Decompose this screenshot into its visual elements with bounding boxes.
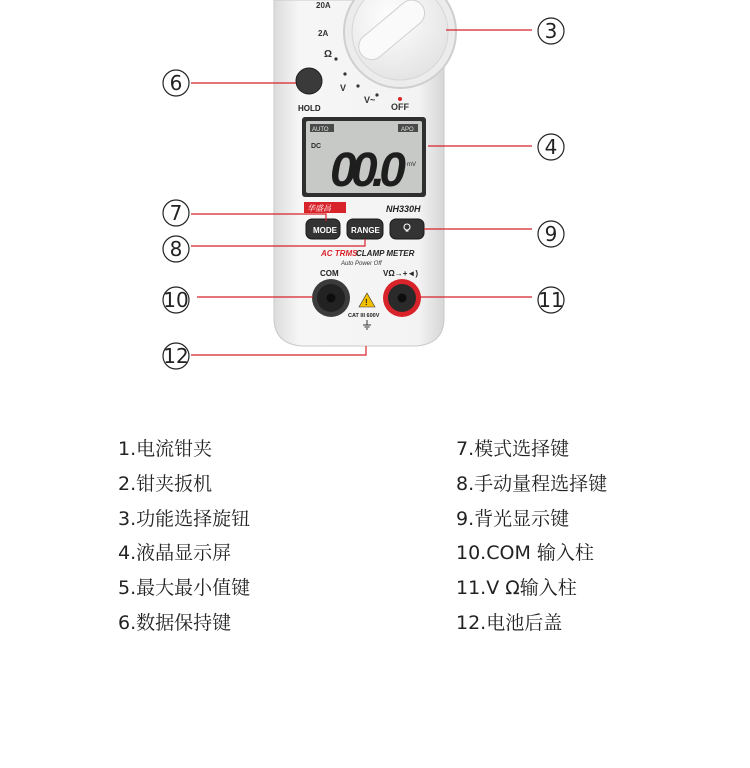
callout-3-label: 3 xyxy=(544,19,558,43)
callout-8-label: 8 xyxy=(169,237,183,261)
range-label: RANGE xyxy=(351,226,380,235)
legend-item: 9.背光显示键 xyxy=(456,507,570,530)
callout-9-label: 9 xyxy=(544,222,558,246)
legend-right-column xyxy=(456,432,607,641)
svg-text:!: ! xyxy=(365,298,368,307)
callout-6-label: 6 xyxy=(169,71,183,95)
legend-left-column xyxy=(118,432,250,641)
legend-item: 10.COM 输入柱 xyxy=(456,542,594,565)
legend-item: 6.数据保持键 xyxy=(118,611,232,634)
cat-rating: CAT III 600V xyxy=(348,313,380,319)
auto-power-off: Auto Power Off xyxy=(341,261,382,267)
lcd-apo: APO xyxy=(401,127,414,133)
hold-button[interactable] xyxy=(296,68,322,94)
leader-line-12 xyxy=(191,346,366,355)
legend-item: 3.功能选择旋钮 xyxy=(118,507,251,530)
callout-12-label: 12 xyxy=(163,344,189,368)
lcd-auto: AUTO xyxy=(312,127,329,133)
legend-item: 1.电流钳夹 xyxy=(118,438,213,460)
callout-7-label: 7 xyxy=(169,201,183,225)
com-label: COM xyxy=(320,269,339,278)
backlight-button[interactable] xyxy=(390,219,424,239)
meter-title-left: AC TRMS xyxy=(321,249,358,258)
lcd-unit: mV xyxy=(407,162,416,168)
model-name: NH330H xyxy=(386,204,421,214)
range-label-2a: 2A xyxy=(318,29,329,38)
legend-item: 7.模式选择键 xyxy=(456,438,570,460)
range-label-20a: 20A xyxy=(316,1,331,10)
brand-logo-text: 华盛昌 xyxy=(307,204,331,213)
callout-11-label: 11 xyxy=(538,288,564,312)
range-label-vdc: V xyxy=(340,83,347,93)
meter-title-right: CLAMP METER xyxy=(356,249,415,258)
legend-item: 12.电池后盖 xyxy=(456,611,563,634)
vohm-label: VΩ→+◄) xyxy=(383,269,419,278)
range-label-ohm: Ω xyxy=(324,49,333,60)
callout-10-label: 10 xyxy=(163,288,189,312)
legend-item: 5.最大最小值键 xyxy=(118,577,251,600)
lcd-display xyxy=(302,117,426,197)
legend-item: 8.手动量程选择键 xyxy=(456,472,608,495)
callout-4-label: 4 xyxy=(544,135,558,159)
legend-item: 4.液晶显示屏 xyxy=(118,542,232,565)
range-label-vac: V~ xyxy=(364,95,376,105)
lcd-reading: 00.0 xyxy=(330,144,406,197)
com-jack[interactable] xyxy=(312,279,350,317)
lcd-dc: DC xyxy=(311,143,322,150)
legend-item: 11.V Ω输入柱 xyxy=(456,577,577,600)
mode-label: MODE xyxy=(313,226,337,235)
range-label-off: OFF xyxy=(391,102,409,112)
legend-item: 2.钳夹扳机 xyxy=(118,472,213,495)
vohm-jack[interactable] xyxy=(383,279,421,317)
hold-label: HOLD xyxy=(298,104,321,113)
